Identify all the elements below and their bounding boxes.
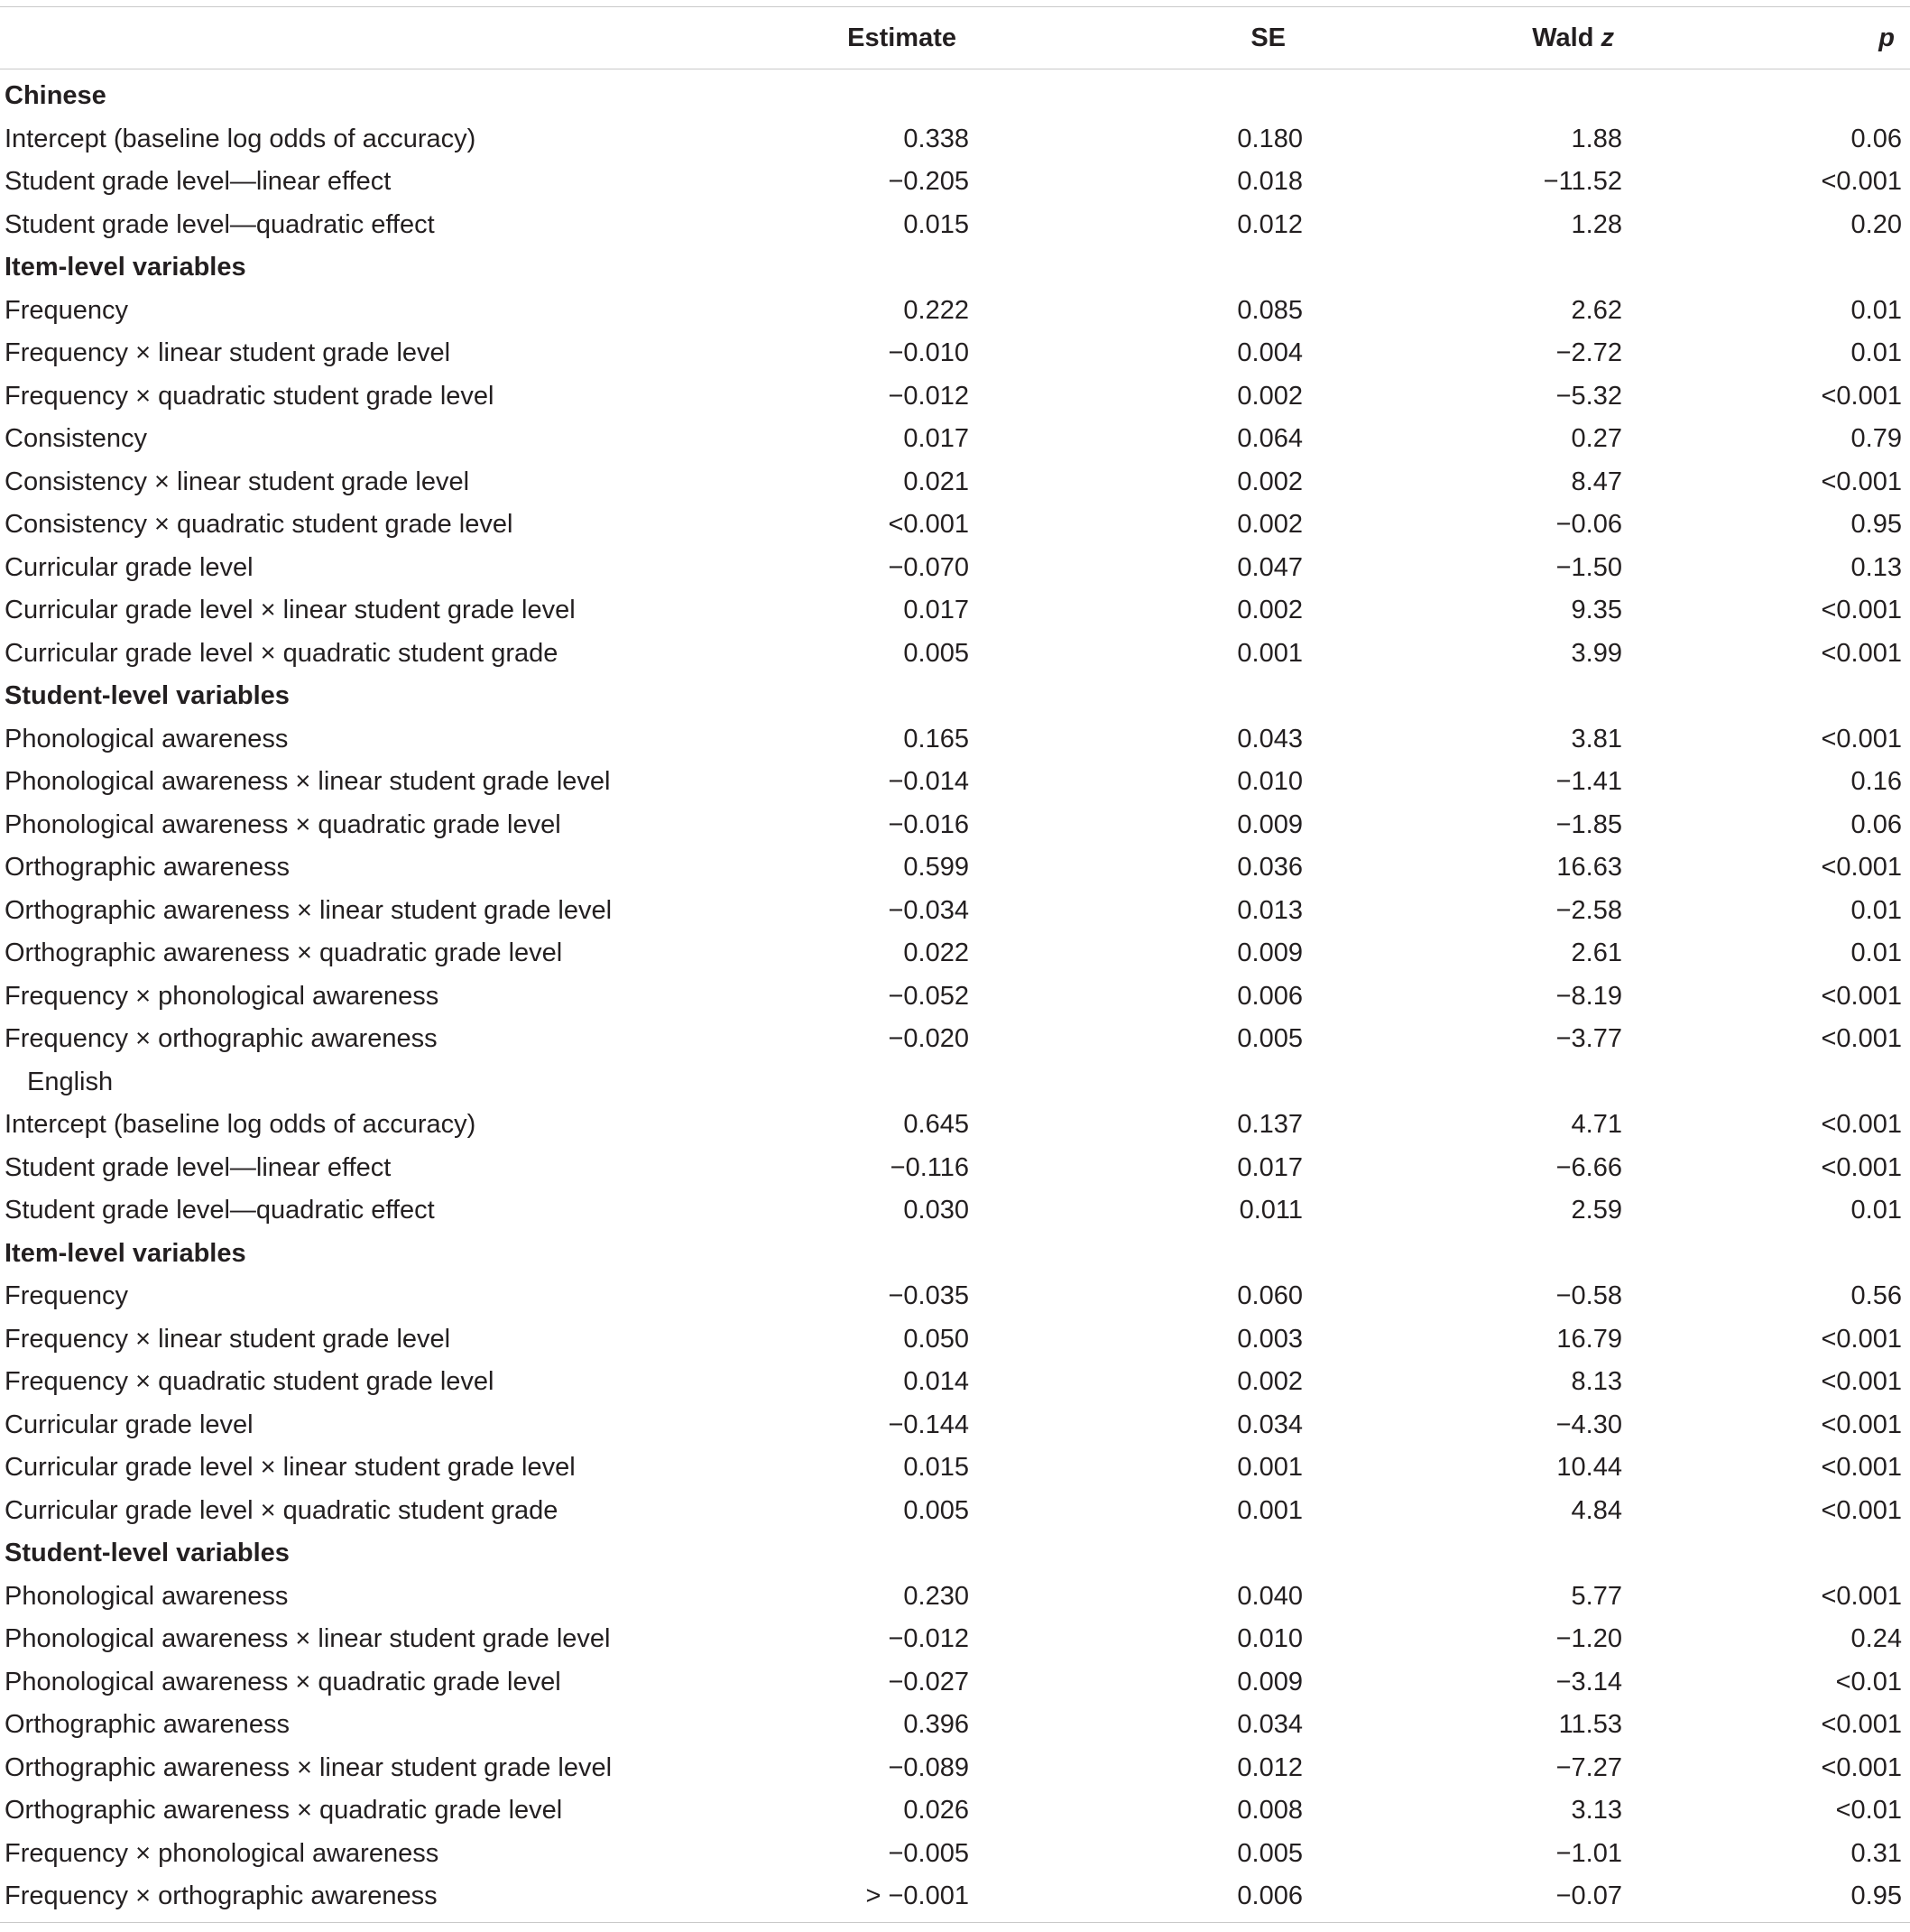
cell-estimate: > −0.001 [865, 1881, 969, 1910]
cell-p: 0.06 [1850, 124, 1902, 153]
row-label: Orthographic awareness [5, 1710, 290, 1739]
row-label: Consistency [5, 424, 147, 453]
cell-wald-z: −8.19 [1555, 981, 1622, 1011]
header-se: SE [1250, 23, 1286, 52]
cell-p: <0.001 [1821, 981, 1902, 1011]
cell-p: <0.001 [1821, 1110, 1902, 1139]
table-row [0, 1747, 1910, 1790]
cell-se: 0.009 [1237, 809, 1303, 839]
table-row [0, 932, 1910, 975]
cell-p: <0.001 [1821, 1581, 1902, 1611]
cell-se: 0.001 [1237, 1495, 1303, 1525]
cell-se: 0.002 [1237, 1367, 1303, 1396]
table-row [0, 1789, 1910, 1833]
cell-estimate: 0.599 [903, 853, 969, 882]
regression-table [0, 6, 1910, 1923]
cell-estimate: −0.035 [888, 1281, 969, 1310]
cell-wald-z: 8.47 [1571, 467, 1622, 496]
table-row [0, 1147, 1910, 1190]
cell-wald-z: −4.30 [1555, 1410, 1622, 1439]
row-label: Chinese [5, 81, 106, 110]
cell-wald-z: −5.32 [1555, 381, 1622, 411]
cell-se: 0.005 [1237, 1838, 1303, 1868]
cell-wald-z: −1.01 [1555, 1838, 1622, 1868]
row-label: Frequency [5, 295, 129, 325]
row-label: Item-level variables [5, 253, 246, 282]
cell-wald-z: −7.27 [1555, 1752, 1622, 1782]
row-label: Curricular grade level × linear student grade level [5, 1453, 576, 1482]
cell-se: 0.085 [1237, 295, 1303, 325]
cell-p: <0.001 [1821, 1710, 1902, 1739]
cell-p: <0.001 [1821, 638, 1902, 668]
cell-p: <0.001 [1821, 381, 1902, 411]
row-label: Consistency × quadratic student grade level [5, 510, 513, 539]
row-label: English [27, 1067, 114, 1096]
cell-p: 0.95 [1850, 510, 1902, 539]
cell-estimate: 0.230 [903, 1581, 969, 1611]
row-label: Frequency × quadratic student grade level [5, 1367, 494, 1396]
cell-se: 0.040 [1237, 1581, 1303, 1611]
table-row [0, 1318, 1910, 1362]
table-row [0, 1275, 1910, 1318]
cell-se: 0.006 [1237, 1881, 1303, 1910]
cell-p: 0.95 [1850, 1881, 1902, 1910]
cell-p: 0.31 [1850, 1838, 1902, 1868]
section-heading-row [0, 75, 1910, 118]
row-label: Student grade level—quadratic effect [5, 209, 435, 239]
cell-p: 0.01 [1850, 338, 1902, 367]
cell-p: 0.13 [1850, 552, 1902, 582]
table-row [0, 1361, 1910, 1404]
cell-se: 0.060 [1237, 1281, 1303, 1310]
cell-estimate: −0.034 [888, 895, 969, 925]
cell-estimate: 0.022 [903, 938, 969, 967]
cell-wald-z: 3.13 [1571, 1796, 1622, 1825]
cell-p: 0.79 [1850, 424, 1902, 453]
cell-p: <0.001 [1821, 1453, 1902, 1482]
cell-wald-z: 10.44 [1556, 1453, 1622, 1482]
cell-p: <0.01 [1835, 1667, 1902, 1696]
cell-wald-z: 1.28 [1571, 209, 1622, 239]
cell-se: 0.011 [1239, 1196, 1303, 1225]
cell-wald-z: 16.79 [1556, 1324, 1622, 1354]
cell-estimate: 0.014 [903, 1367, 969, 1396]
cell-estimate: 0.396 [903, 1710, 969, 1739]
cell-se: 0.002 [1237, 381, 1303, 411]
cell-wald-z: 2.59 [1571, 1196, 1622, 1225]
table-row [0, 846, 1910, 890]
row-label: Orthographic awareness × linear student grade level [5, 1752, 613, 1782]
cell-p: <0.001 [1821, 1495, 1902, 1525]
row-label: Phonological awareness × quadratic grade level [5, 1667, 561, 1696]
cell-se: 0.005 [1237, 1024, 1303, 1053]
row-label: Consistency × linear student grade level [5, 467, 470, 496]
cell-wald-z: −1.20 [1555, 1624, 1622, 1653]
cell-p: <0.001 [1821, 596, 1902, 624]
table-row [0, 1189, 1910, 1233]
cell-estimate: 0.222 [903, 295, 969, 325]
row-label: Curricular grade level × quadratic student grade [5, 1495, 558, 1525]
row-label: Orthographic awareness × linear student grade level [5, 895, 613, 925]
table-row [0, 633, 1910, 676]
row-label: Phonological awareness [5, 1581, 289, 1611]
table-row [0, 204, 1910, 247]
cell-estimate: 0.165 [903, 724, 969, 753]
cell-estimate: <0.001 [888, 510, 969, 539]
cell-se: 0.002 [1237, 467, 1303, 496]
table-row [0, 890, 1910, 933]
row-label: Curricular grade level [5, 552, 254, 582]
cell-wald-z: −6.66 [1555, 1152, 1622, 1182]
row-label: Student grade level—quadratic effect [5, 1196, 435, 1225]
cell-p: <0.001 [1821, 167, 1902, 196]
row-label: Frequency × orthographic awareness [5, 1024, 438, 1053]
table-row [0, 290, 1910, 333]
cell-p: <0.001 [1821, 1752, 1902, 1782]
cell-estimate: −0.012 [888, 381, 969, 411]
cell-se: 0.013 [1237, 895, 1303, 925]
table-row [0, 1447, 1910, 1490]
cell-se: 0.001 [1237, 1453, 1303, 1482]
cell-se: 0.034 [1237, 1710, 1303, 1739]
row-label: Intercept (baseline log odds of accuracy) [5, 1110, 476, 1139]
cell-wald-z: 1.88 [1571, 124, 1622, 153]
cell-se: 0.001 [1237, 638, 1303, 668]
cell-estimate: 0.017 [903, 596, 969, 624]
cell-wald-z: −11.52 [1543, 167, 1622, 196]
cell-p: 0.56 [1850, 1281, 1902, 1310]
table-row [0, 1490, 1910, 1533]
row-label: Curricular grade level [5, 1410, 254, 1439]
cell-se: 0.137 [1237, 1110, 1303, 1139]
cell-wald-z: −2.72 [1555, 338, 1622, 367]
table-row [0, 1661, 1910, 1705]
cell-wald-z: −2.58 [1555, 895, 1622, 925]
cell-estimate: 0.017 [903, 424, 969, 453]
row-label: Student grade level—linear effect [5, 1152, 392, 1182]
cell-se: 0.180 [1237, 124, 1303, 153]
cell-estimate: −0.144 [888, 1410, 969, 1439]
row-label: Student-level variables [5, 681, 290, 710]
cell-estimate: −0.027 [888, 1667, 969, 1696]
cell-p: 0.01 [1850, 895, 1902, 925]
row-label: Phonological awareness × quadratic grade level [5, 809, 561, 839]
table-row [0, 161, 1910, 204]
cell-se: 0.002 [1237, 596, 1303, 624]
cell-se: 0.010 [1237, 767, 1303, 796]
table-header-row [0, 7, 1910, 69]
row-label: Phonological awareness [5, 724, 289, 753]
cell-estimate: 0.005 [903, 638, 969, 668]
row-label: Orthographic awareness [5, 853, 290, 882]
row-label: Curricular grade level × quadratic student grade [5, 638, 558, 668]
cell-estimate: 0.021 [903, 467, 969, 496]
cell-estimate: 0.030 [903, 1196, 969, 1225]
table-row [0, 718, 1910, 762]
cell-p: <0.01 [1835, 1796, 1902, 1825]
table-row [0, 418, 1910, 461]
row-label: Frequency × phonological awareness [5, 1838, 439, 1868]
cell-estimate: −0.012 [888, 1624, 969, 1653]
header-wald-prefix: Wald [1532, 23, 1601, 52]
table-row [0, 375, 1910, 419]
section-heading-row [0, 1532, 1910, 1576]
table-body [0, 75, 1910, 1918]
row-label: Frequency × phonological awareness [5, 981, 439, 1011]
header-p: p [1878, 23, 1895, 52]
cell-wald-z: 4.71 [1571, 1110, 1622, 1139]
table-row [0, 1618, 1910, 1661]
cell-se: 0.012 [1237, 209, 1303, 239]
table-row [0, 589, 1910, 633]
cell-p: <0.001 [1821, 1152, 1902, 1182]
cell-estimate: −0.070 [888, 552, 969, 582]
cell-wald-z: 3.81 [1571, 724, 1622, 753]
row-label: Orthographic awareness × quadratic grade level [5, 938, 563, 967]
cell-se: 0.012 [1237, 1752, 1303, 1782]
cell-wald-z: 5.77 [1571, 1581, 1622, 1611]
table-row [0, 1018, 1910, 1061]
cell-wald-z: 3.99 [1571, 638, 1622, 668]
cell-p: <0.001 [1821, 1367, 1902, 1396]
cell-estimate: 0.026 [903, 1796, 969, 1825]
header-wald-z [1286, 7, 1614, 69]
section-heading-row [0, 675, 1910, 718]
cell-se: 0.018 [1237, 167, 1303, 196]
cell-p: 0.01 [1850, 1196, 1902, 1225]
cell-wald-z: 8.13 [1571, 1367, 1622, 1396]
cell-wald-z: 16.63 [1556, 853, 1622, 882]
cell-estimate: −0.020 [888, 1024, 969, 1053]
table-row [0, 332, 1910, 375]
cell-wald-z: −1.41 [1555, 767, 1622, 796]
cell-wald-z: −0.58 [1555, 1281, 1622, 1310]
table-row [0, 1875, 1910, 1918]
cell-p: <0.001 [1821, 1324, 1902, 1354]
row-label: Frequency × linear student grade level [5, 338, 451, 367]
table-row [0, 118, 1910, 162]
table-row [0, 975, 1910, 1019]
cell-estimate: −0.116 [890, 1152, 969, 1182]
row-label: Curricular grade level × linear student grade level [5, 596, 576, 624]
table-row [0, 504, 1910, 547]
cell-wald-z: −3.77 [1555, 1024, 1622, 1053]
table-row [0, 547, 1910, 590]
cell-wald-z: 0.27 [1571, 424, 1622, 453]
cell-wald-z: −3.14 [1555, 1667, 1622, 1696]
table-row [0, 761, 1910, 804]
cell-estimate: −0.014 [888, 767, 969, 796]
section-heading-row [0, 246, 1910, 290]
cell-p: 0.06 [1850, 809, 1902, 839]
table-row [0, 1104, 1910, 1147]
row-label: Frequency [5, 1281, 129, 1310]
cell-estimate: 0.338 [903, 124, 969, 153]
row-label: Student-level variables [5, 1539, 290, 1567]
cell-p: <0.001 [1821, 853, 1902, 882]
table-row [0, 1576, 1910, 1619]
section-heading-row [0, 1061, 1910, 1105]
cell-wald-z: 2.62 [1571, 295, 1622, 325]
row-label: Item-level variables [5, 1238, 246, 1268]
row-label: Frequency × quadratic student grade level [5, 381, 494, 411]
table-row [0, 1404, 1910, 1447]
cell-se: 0.009 [1237, 1667, 1303, 1696]
cell-se: 0.008 [1237, 1796, 1303, 1825]
cell-se: 0.004 [1237, 338, 1303, 367]
cell-wald-z: −0.07 [1555, 1881, 1622, 1910]
row-label: Frequency × orthographic awareness [5, 1881, 438, 1910]
table-row [0, 1833, 1910, 1876]
cell-wald-z: 9.35 [1571, 596, 1622, 624]
cell-p: <0.001 [1821, 1410, 1902, 1439]
cell-se: 0.064 [1237, 424, 1303, 453]
cell-estimate: 0.645 [903, 1110, 969, 1139]
cell-p: 0.20 [1850, 209, 1902, 239]
cell-se: 0.034 [1237, 1410, 1303, 1439]
cell-estimate: −0.010 [888, 338, 969, 367]
row-label: Student grade level—linear effect [5, 167, 392, 196]
header-wald-var: z [1601, 23, 1614, 52]
row-label: Frequency × linear student grade level [5, 1324, 451, 1354]
cell-wald-z: 11.53 [1558, 1710, 1622, 1739]
cell-se: 0.017 [1237, 1152, 1303, 1182]
cell-estimate: 0.005 [903, 1495, 969, 1525]
cell-estimate: 0.050 [903, 1324, 969, 1354]
cell-wald-z: −0.06 [1555, 510, 1622, 539]
cell-estimate: −0.005 [888, 1838, 969, 1868]
cell-wald-z: −1.50 [1555, 552, 1622, 582]
section-heading-row [0, 1233, 1910, 1276]
cell-se: 0.009 [1237, 938, 1303, 967]
table-bottom-rule [0, 1922, 1910, 1923]
header-estimate: Estimate [847, 23, 956, 52]
cell-wald-z: 4.84 [1571, 1495, 1622, 1525]
cell-se: 0.043 [1237, 724, 1303, 753]
cell-se: 0.006 [1237, 981, 1303, 1011]
table-row [0, 804, 1910, 847]
cell-p: <0.001 [1821, 724, 1902, 753]
cell-se: 0.010 [1237, 1624, 1303, 1653]
cell-estimate: −0.205 [888, 167, 969, 196]
cell-p: 0.16 [1850, 767, 1902, 796]
cell-p: 0.01 [1850, 938, 1902, 967]
cell-p: <0.001 [1821, 467, 1902, 496]
table-row [0, 1704, 1910, 1747]
table-row [0, 461, 1910, 504]
cell-se: 0.002 [1237, 510, 1303, 539]
cell-se: 0.036 [1237, 853, 1303, 882]
cell-p: <0.001 [1821, 1024, 1902, 1053]
cell-p: 0.24 [1850, 1624, 1902, 1653]
cell-estimate: 0.015 [903, 1453, 969, 1482]
cell-estimate: 0.015 [903, 209, 969, 239]
cell-estimate: −0.089 [888, 1752, 969, 1782]
row-label: Intercept (baseline log odds of accuracy) [5, 124, 476, 153]
cell-wald-z: −1.85 [1555, 809, 1622, 839]
row-label: Phonological awareness × linear student grade level [5, 1624, 611, 1653]
row-label: Phonological awareness × linear student grade level [5, 767, 611, 796]
cell-estimate: −0.016 [888, 809, 969, 839]
cell-wald-z: 2.61 [1571, 938, 1622, 967]
cell-se: 0.003 [1237, 1324, 1303, 1354]
cell-se: 0.047 [1237, 552, 1303, 582]
row-label: Orthographic awareness × quadratic grade level [5, 1796, 563, 1825]
cell-p: 0.01 [1850, 295, 1902, 325]
cell-estimate: −0.052 [888, 981, 969, 1011]
